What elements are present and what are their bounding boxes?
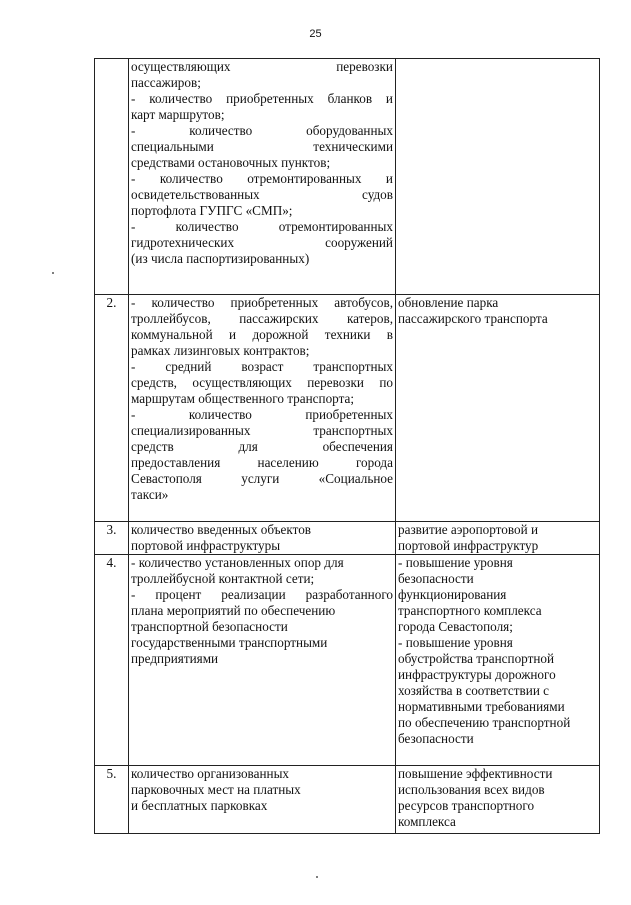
result-line: - повышение уровня (398, 555, 513, 570)
row-number: 2. (95, 295, 129, 522)
indicator-line: количество введенных объектов (131, 522, 312, 537)
indicator-cell (129, 766, 396, 834)
indicator-line: коммунальной и дорожной техники в (131, 327, 393, 342)
result-line: комплекса (398, 814, 456, 829)
indicator-line: пассажиров; (131, 75, 201, 90)
indicator-cell (129, 59, 396, 295)
indicator-line: такси» (131, 487, 169, 502)
result-line: транспортного комплекса (398, 603, 542, 618)
indicator-line: средств, осуществляющих перевозки по (131, 375, 393, 390)
result-cell (396, 295, 600, 522)
result-line: ресурсов транспортного (398, 798, 535, 813)
result-cell (396, 766, 600, 834)
row-number: 5. (95, 766, 129, 834)
result-cell (396, 59, 600, 295)
indicator-line: специальными техническими (131, 139, 393, 154)
scan-speck (316, 876, 318, 878)
indicator-line: - количество отремонтированных и (131, 171, 393, 186)
indicator-line: троллейбусов, пассажирских катеров, (131, 311, 393, 326)
indicator-line: - количество установленных опор для (131, 555, 344, 570)
indicator-line: средств для обеспечения (131, 439, 393, 454)
indicator-line: специализированных транспортных (131, 423, 393, 438)
indicator-cell (129, 295, 396, 522)
indicator-line: количество организованных (131, 766, 290, 781)
result-line: города Севастополя; (398, 619, 513, 634)
scan-speck (52, 272, 54, 274)
result-line: безопасности (398, 571, 474, 586)
indicator-line: освидетельствованных судов (131, 187, 393, 202)
indicator-line: - процент реализации разработанного (131, 587, 393, 602)
result-line: развитие аэропортовой и (398, 522, 539, 537)
table-row (95, 522, 600, 555)
indicator-line: предприятиями (131, 651, 219, 666)
indicator-line: троллейбусной контактной сети; (131, 571, 315, 586)
row-number: 4. (95, 555, 129, 766)
indicator-line: - количество оборудованных (131, 123, 393, 138)
result-line: функционирования (398, 587, 507, 602)
indicator-line: портофлота ГУПГС «СМП»; (131, 203, 293, 218)
result-line: инфраструктуры дорожного (398, 667, 556, 682)
indicator-line: карт маршрутов; (131, 107, 225, 122)
indicator-line: предоставления населению города (131, 455, 393, 470)
indicators-table (94, 58, 600, 834)
indicator-line: - количество приобретенных (131, 407, 393, 422)
result-line: безопасности (398, 731, 474, 746)
table-row (95, 59, 600, 295)
result-cell (396, 522, 600, 555)
result-line: по обеспечению транспортной (398, 715, 571, 730)
indicator-line: портовой инфраструктуры (131, 538, 281, 553)
indicator-line: - количество отремонтированных (131, 219, 393, 234)
indicator-line: государственными транспортными (131, 635, 328, 650)
indicator-line: - средний возраст транспортных (131, 359, 393, 374)
table-row (95, 295, 600, 522)
indicator-line: транспортной безопасности (131, 619, 288, 634)
indicator-line: - количество приобретенных автобусов, (131, 295, 393, 310)
indicator-line: гидротехнических сооружений (131, 235, 393, 250)
result-line: обновление парка (398, 295, 499, 310)
indicator-cell (129, 555, 396, 766)
result-line: пассажирского транспорта (398, 311, 548, 326)
table-body (95, 59, 600, 834)
result-line: портовой инфраструктур (398, 538, 539, 553)
result-line: хозяйства в соответствии с (398, 683, 550, 698)
row-number (95, 59, 129, 295)
result-line: обустройства транспортной (398, 651, 555, 666)
indicator-line: маршрутам общественного транспорта; (131, 391, 355, 406)
indicator-cell (129, 522, 396, 555)
table-row (95, 766, 600, 834)
result-line: повышение эффективности (398, 766, 553, 781)
indicator-line: парковочных мест на платных (131, 782, 301, 797)
result-line: нормативными требованиями (398, 699, 565, 714)
indicator-line: плана мероприятий по обеспечению (131, 603, 336, 618)
result-cell (396, 555, 600, 766)
indicator-line: средствами остановочных пунктов; (131, 155, 331, 170)
indicator-line: - количество приобретенных бланков и (131, 91, 393, 106)
indicator-line: и бесплатных парковках (131, 798, 268, 813)
page-number: 25 (309, 28, 322, 40)
result-line: - повышение уровня (398, 635, 513, 650)
indicator-line: (из числа паспортизированных) (131, 251, 310, 266)
result-line: использования всех видов (398, 782, 545, 797)
row-number: 3. (95, 522, 129, 555)
indicator-line: рамках лизинговых контрактов; (131, 343, 310, 358)
indicator-line: Севастополя услуги «Социальное (131, 471, 393, 486)
indicator-line: осуществляющих перевозки (131, 59, 393, 74)
table-row (95, 555, 600, 766)
